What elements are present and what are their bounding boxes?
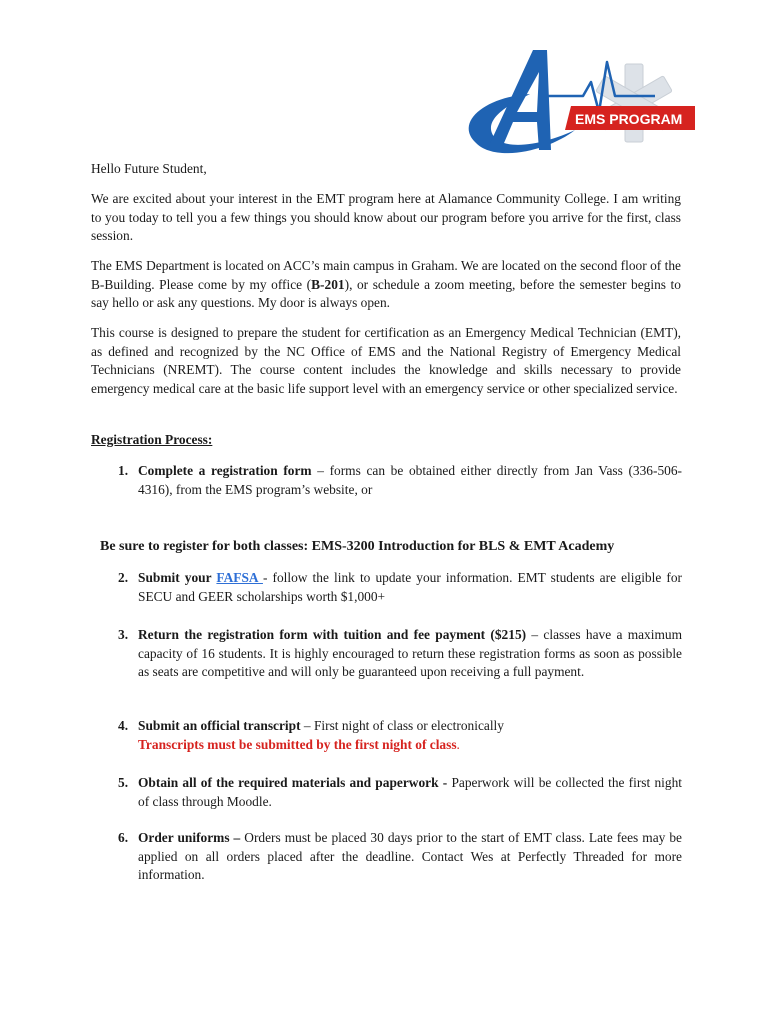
logo-text: EMS PROGRAM (575, 111, 683, 127)
step-number: 1. (118, 463, 129, 478)
step-number: 6. (118, 830, 129, 845)
logo-letter-a (487, 50, 551, 150)
registration-heading: Registration Process: (91, 432, 213, 447)
step-title: Obtain all of the required materials and paperwork - (138, 775, 452, 790)
step-text: - follow the link to update your information. EMT students are eligible for SECU and GEER scholarships worth $1,000+ (138, 570, 682, 604)
transcript-warning-period: . (456, 736, 460, 752)
step-5 (118, 774, 682, 811)
step-4 (118, 717, 682, 754)
step-title: Submit your (138, 570, 217, 585)
intro-paragraph: We are excited about your interest in the EMT program here at Alamance Community College. I am writing to you today to tell you a few things you should know about our program before you arrive for the first, class session. (91, 191, 681, 244)
step-6 (118, 829, 682, 885)
transcript-warning: Transcripts must be submitted by the first night of class (138, 736, 457, 752)
greeting: Hello Future Student, (91, 161, 207, 176)
step-text: – forms can be obtained either directly from Jan Vass (336-506-4316), from the EMS program’s website, or (138, 463, 682, 497)
step-1 (118, 462, 682, 499)
location-text-1: The EMS Department is located on ACC’s main campus in Graham. We are located on the second floor of the B-Building. Please come by my office ( (91, 258, 681, 292)
step-text: Paperwork will be collected the first night of class through Moodle. (138, 775, 682, 809)
step-3 (118, 626, 682, 682)
step-text: – First night of class or electronically (300, 718, 504, 733)
step-text: – classes have a maximum capacity of 16 students. It is highly encouraged to return these registration forms as soon as possible as seats are competitive and will only be guaranteed upon receiving a full payment. (138, 627, 682, 680)
step-number: 3. (118, 627, 129, 642)
step-title: Return the registration form with tuition and fee payment ($215) (138, 627, 527, 642)
step-text: Orders must be placed 30 days prior to the start of EMT class. Late fees may be applied on all orders placed after the deadline. Contact Wes at Perfectly Threaded for more information. (138, 830, 682, 883)
step-title: Complete a registration form (138, 463, 312, 478)
star-of-life-icon (596, 64, 673, 142)
step-number: 4. (118, 718, 129, 733)
location-paragraph (91, 257, 681, 313)
office-number: B-201 (311, 276, 345, 292)
course-description-paragraph: This course is designed to prepare the student for certification as an Emergency Medical Technician (EMT), as defined and recognized by the NC Office of EMS and the National Registry of Emergency Medical Technicians (NREMT). The course content includes the knowledge and skills necessary to provide emergency medical care at the basic life support level with an emergency service or other specialized service. (91, 325, 681, 396)
step-title: Order uniforms – (138, 830, 245, 845)
location-text-2: ), or schedule a zoom meeting, before the semester begins to say hello or ask any questions. My door is always open. (91, 276, 681, 311)
step-number: 2. (118, 570, 129, 585)
step-title: Submit an official transcript (138, 718, 301, 733)
ems-program-logo (455, 42, 695, 160)
step-2 (118, 569, 682, 606)
classes-note: Be sure to register for both classes: EMS-3200 Introduction for BLS & EMT Academy (100, 539, 615, 554)
fafsa-link[interactable]: FAFSA (216, 570, 263, 585)
step-number: 5. (118, 775, 129, 790)
